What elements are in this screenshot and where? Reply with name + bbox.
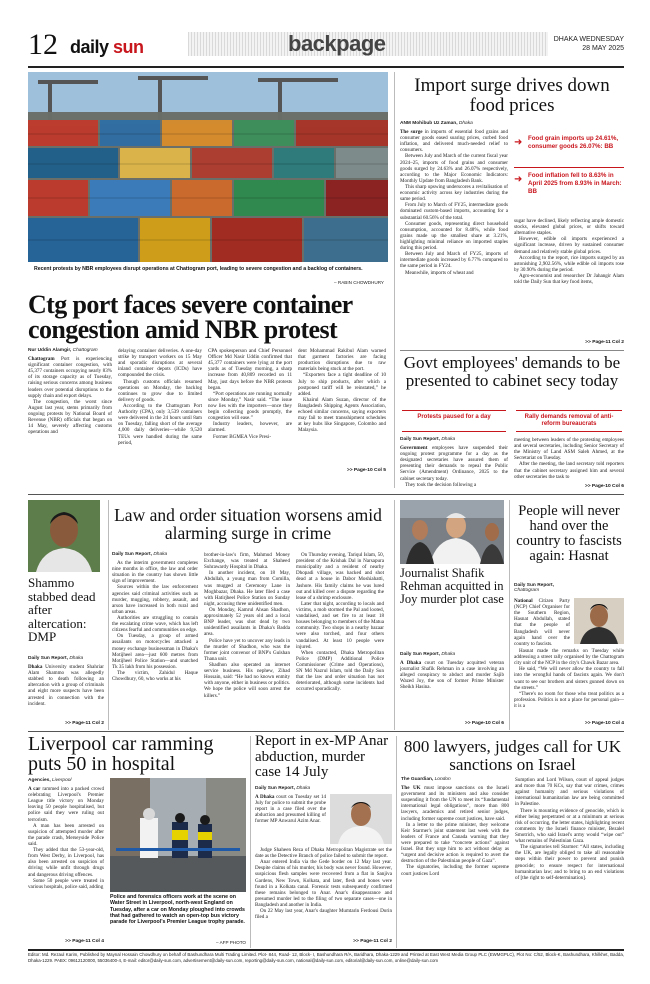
uk-dateline: London bbox=[434, 777, 451, 782]
hasnat-c1d: “There's no room for those who treat politics as a profession. Politics is not a place for personal gain—it is a bbox=[514, 690, 624, 709]
liverpool-c1b: A man has been arrested on suspicion of attempted murder after the parade crash, Merseyside Police said. bbox=[28, 822, 104, 847]
law-dateline: Dhaka bbox=[153, 552, 168, 557]
govt-c1: employees have suspended their ongoing protest programme for a day as the designated secretaries have assured them of presenting their demands to repeal the Public Service (Amendment) Ordinance, 2025 to the cabinet secretary today. bbox=[400, 445, 508, 482]
law-headline: Law and order situation worsens amid alarming surge in crime bbox=[114, 505, 382, 543]
port-c3: CPA spokesperson and Chief Personnel Officer Md Nasir Uddin confirmed that 45,377 containers were lying at the port yards as of Tuesday morning, a sharp increase from 40,809 recorded on 11 May, just days before the NBR protests began. bbox=[208, 348, 292, 391]
hasnat-c1c: He said, “We will never allow the country to fall into the wrongful hands of fascists again. We don't want to see our brothers and sisters gunned down on the streets.” bbox=[514, 666, 624, 691]
brand-sun: sun bbox=[113, 37, 144, 57]
liverpool-lead: A car bbox=[28, 786, 41, 792]
hasnat-col-a bbox=[514, 598, 570, 648]
imports-lead: The surge bbox=[400, 129, 423, 135]
uk-c1b: In a letter to the prime minister, they welcome Keir Starmer's joint statement last week with the leaders of France and Canada warning that they were prepared to take “concrete actions” against Israel. But they urge him to act without delay as “urgent and decisive action is required to avert the destruction of the Palestinian people of Gaza”. bbox=[401, 821, 509, 865]
column-divider-journalist bbox=[509, 500, 510, 730]
liverpool-byline bbox=[28, 778, 108, 783]
law-c3b: Later that night, according to locals and victims, a mob stormed the Pal and looted, vandalised, and set fire to at least 18 houses belonging to members of the Matua community. Two shops in a nearby bazaar were also torched, and four others vandalised. At least 10 people were injured. bbox=[296, 600, 384, 650]
uk-c2b: There is mounting evidence of genocide, which is either being perpetrated or at a minimum at serious risk of occurring, the letter states, highlighting recent comments by the Israeli finance minister, Bezalel Smotrich, who said Israel's army would “wipe out” what remains of Palestinian Gaza. bbox=[515, 807, 624, 845]
shammo-col bbox=[28, 664, 104, 720]
shammo-photo bbox=[28, 500, 100, 572]
uk-c1c: The signatories, including the former supreme court justices Lord bbox=[401, 864, 509, 877]
arrow-right-icon: ➜ bbox=[514, 174, 523, 185]
port-headline: Ctg port faces severe container congestion amid NBR protest bbox=[28, 290, 353, 344]
port-c2: delaying container deliveries. A one-day strike by transport workers on 15 May and sporadic disruptions at several inland container depots (ICDs) have compounded the crisis. bbox=[118, 348, 202, 379]
imports-c1g: Meanwhile, imports of wheat and bbox=[405, 269, 474, 276]
law-c1c: Authorities are struggling to contain the escalating crime wave, which has left citizens fearful and communities on edge. bbox=[112, 614, 198, 634]
port-byline bbox=[28, 348, 118, 353]
imports-rule bbox=[400, 350, 624, 351]
law-c2: brother-in-law's firm, Mahmud Money Exchange, was treated at Shaheed Suhrawardy Hospital in Dhaka. bbox=[204, 552, 290, 571]
govt-continued: >> Page-10 Col 6 bbox=[584, 484, 624, 489]
imports-c2b: However, edible oil imports experienced a significant increase, driven by sustained consumer demand and relatively stable global prices. bbox=[514, 236, 624, 255]
port-c3c: Industry leaders, however, are alarmed. bbox=[208, 421, 292, 434]
dateline-date: 28 MAY 2025 bbox=[582, 45, 624, 52]
hasnat-continued: >> Page-10 Col 4 bbox=[584, 721, 624, 726]
hasnat-c1: Citizen Party (NCP) Chief Organiser for the Southern Region, Hasnat Abdullah, stated that the people of Bangladesh will never again hand over the country to fascists. bbox=[514, 598, 570, 647]
uk-headline: 800 lawyers, judges call for UK sanctions on Israel bbox=[403, 737, 622, 774]
law-c3: On Thursday evening, Tariqul Islam, 50, president of the Krishak Dal in Narsapura municipality and a resident of nearby Dhopadi village, was hacked and shot dead at a house in Dabor Moshiahatti, Jashore. His family claims he was lured out and killed over a dispute regarding the lease of a shrimp enclosure. bbox=[296, 552, 384, 601]
brand-logo bbox=[70, 37, 144, 58]
port-c1: Port is experiencing significant container congestion, with 45,377 containers occupying nearly 83% of its storage capacity as of Tuesday, raising serious concerns among business leaders over potential disruptions to the supply chain and export delays. bbox=[28, 356, 112, 399]
anar-c1c: Anar entered India via the Gede border on 12 May last year. Despite claims of his murder, his body was never found. However, suspicious flesh samples were recovered from a flat in Sanjiva Gardens, New Town, Kolkata, and later, flesh and bones were found in a Kolkata canal. Forensic tests subsequently confirmed these remains belonged to Anar. Anar's disappearance and presumed murder led to the filing of two separate cases—one in Bangladesh and another in India. bbox=[255, 859, 392, 908]
imports-c1: in imports of essential food grains and consumer goods eased soaring prices, curbed food inflation, and delivered much-needed relief to consumers. bbox=[400, 129, 508, 154]
port-continued: >> Page-10 Col 5 bbox=[346, 468, 386, 473]
anar-headline: Report in ex-MP Anar abduction, murder case 14 July bbox=[255, 733, 389, 780]
page-number: 12 bbox=[28, 28, 58, 61]
footer-rule bbox=[28, 949, 624, 951]
column-divider-main bbox=[394, 72, 395, 488]
hasnat-dateline: Chattogram bbox=[514, 588, 540, 593]
imports-byline-name: ANM Mohibub Uz Zaman, bbox=[400, 121, 458, 126]
liverpool-photo-credit: – AFP PHOTO bbox=[216, 940, 246, 945]
port-c3b: “Port operations are running normally since Monday,” Nasir said. “The issue now lies with the importers—once they begin collecting goods promptly, the congestion will ease.” bbox=[208, 390, 292, 422]
imports-col-2 bbox=[514, 218, 624, 340]
portrait-image bbox=[28, 500, 100, 572]
govt-col-1 bbox=[400, 445, 508, 491]
shammo-headline: Shammo stabbed dead after altercation: DMP bbox=[28, 575, 96, 644]
govt-c1b: They took the decision following a bbox=[405, 481, 477, 488]
law-byline bbox=[112, 552, 202, 557]
govt-headline: Govt employees' demands to be presented to cabinet secy today bbox=[403, 353, 621, 390]
port-c4b: “Exporters face a tight deadline of 10 July to ship products, after which a postponed tariff will be reinstated,” he added. bbox=[298, 372, 386, 397]
port-c4: dent Mohammad Rakibul Alam warned that garment factories are facing production disruptions due to raw materials being stuck at the port. bbox=[298, 348, 386, 373]
anar-c1d: On 22 May last year, Anar's daughter Mumtarin Ferdousi Dorin filed a bbox=[255, 908, 392, 921]
shammo-lead: Dhaka bbox=[28, 664, 43, 670]
shammo-dateline: Dhaka bbox=[69, 656, 84, 661]
uk-c2: Sumption and Lord Wilson, court of appeal judges and more than 70 KCs, say that war crimes, crimes against humanity and serious violations of international humanitarian law are being committed in Palestine. bbox=[515, 777, 624, 808]
column-divider-shammo bbox=[108, 500, 109, 730]
anar-c1b: Judge Shaheen Reza of Dhaka Metropolitan Magistrate set the date as the Detective Branch of police failed to submit the report. bbox=[255, 847, 392, 860]
portrait-image bbox=[574, 598, 624, 644]
section-rule-2 bbox=[28, 731, 624, 732]
imports-c1c: This sharp upswing underscores a revitalisation of economic activity across key industries during the same period. bbox=[400, 183, 508, 203]
hasnat-photo bbox=[574, 598, 624, 644]
section-rule-1 bbox=[28, 494, 624, 495]
hasnat-lead: National bbox=[514, 598, 533, 604]
imports-c1b: Between July and March of the current fiscal year 2024–25, imports of food grains and consumer goods surged by 24.63% and 26.07% respectively, according to the Major Economic Indicators: Monthly Update from Bangladesh Bank. bbox=[400, 153, 508, 184]
uk-col-2 bbox=[515, 777, 624, 945]
section-title: backpage bbox=[288, 31, 386, 56]
law-col-2 bbox=[204, 552, 290, 730]
port-photo-credit: – RABIN CHOWDHURY bbox=[334, 280, 384, 285]
imports-c1e: Consumer goods, representing direct household consumption, accounted for 8.48%, while food grains made up the smallest share at 3.21%, highlighting minimal reliance on imported staples during this period. bbox=[400, 220, 508, 252]
port-c3d: Former BGMEA Vice Presi- bbox=[213, 433, 272, 440]
journalist-c1: court on Tuesday acquitted veteran journalist Shafik Rehman in a case involving an alleged conspiracy to abduct and murder Sajib Wazed Joy, the son of former Prime Minister Sheikh Hasina. bbox=[400, 660, 504, 691]
footer-imprint: Editor: Md. Rezaul Karim, Published by Maynal Hossain Chowdhury on behalf of Bashundhara Multi Trading Limited. Plot- 844, Road- 12, Block- I, Bashundhara R/A, Baridhara, Dhaka-1229 and Printed at East West Media Group PLC (EWMGPLC), Plot No: C/52, Block-K, Bashundhara, Khilkhet, Badda, Dhaka-1229. PABX: 09612120000, 55036400-4, E-mail: editor@daily-sun.com, advertisement@daily-sun.com, reporting@daily-sun.com, national@daily-sun.com, editorial@daily-sun.com, online@daily-sun.com bbox=[28, 952, 624, 963]
anar-col-a bbox=[255, 794, 326, 846]
journalist-dateline: Dhaka bbox=[441, 652, 456, 657]
masthead-rule bbox=[28, 66, 624, 68]
govt-tag-2 bbox=[516, 410, 622, 432]
govt-lead: Government bbox=[400, 445, 428, 451]
imports-c1d: From July to March of FY25, intermediate goods dominated custom-based imports, accounting for a substantial 60.56% of the total. bbox=[400, 202, 508, 221]
imports-box-1-text: Food grain imports up 24.61%, consumer goods 26.07%: BB bbox=[528, 135, 619, 150]
imports-box-divider bbox=[514, 167, 624, 168]
court-photo-image bbox=[400, 500, 504, 564]
journalist-byline bbox=[400, 652, 504, 657]
imports-col-1 bbox=[400, 129, 508, 347]
anar-lead: A Dhaka bbox=[255, 794, 275, 800]
port-photo bbox=[28, 72, 388, 262]
portrait-image bbox=[330, 794, 392, 844]
liverpool-headline: Liverpool car ramming puts 50 in hospital bbox=[28, 733, 214, 775]
law-byline-name: Daily Sun Report, bbox=[112, 552, 152, 557]
brand-daily: daily bbox=[70, 37, 109, 57]
law-c2c: On Monday, Kamrul Ahsan Shadhon, approximately 52 years old and a local BNP leader, was shot dead by two unidentified assailants in Dhaka's Badda area. bbox=[204, 606, 290, 638]
dateline-day: DHAKA WEDNESDAY bbox=[553, 36, 624, 43]
liverpool-dateline: Liverpool bbox=[52, 778, 72, 783]
imports-highlight-1 bbox=[514, 133, 624, 165]
imports-c2: sugar have declined, likely reflecting ample domestic stocks, elevated global prices, or shifts toward alternative staples. bbox=[514, 218, 624, 237]
anar-c1: court on Tuesday set 14 July for police to submit the probe report in a case filed over the abduction and presumed killing of former MP Anwarul Azim Anar. bbox=[255, 794, 326, 825]
hasnat-c1b: Hasnat made the remarks on Tuesday while addressing a street rally organised by the Chattogram city unit of the NCP in the city's Chawk Bazar area. bbox=[514, 648, 624, 667]
shammo-continued: >> Page-11 Col 2 bbox=[65, 721, 104, 726]
imports-box-2-text: Food inflation fell to 8.63% in April 2025 from 8.93% in March: BB bbox=[528, 172, 622, 195]
anar-continued: >> Page-11 Col 2 bbox=[353, 939, 392, 944]
port-col-1 bbox=[28, 356, 112, 476]
law-c1e: The victim, Zahidul Haque Chowdhury, 60, who works at his bbox=[112, 669, 198, 683]
govt-dateline: Dhaka bbox=[441, 437, 456, 442]
column-divider-law bbox=[394, 500, 395, 730]
liverpool-photo-caption bbox=[110, 894, 246, 926]
port-c2b: Though customs officials resumed operations on Monday, the backlog continues to grow due to limited delivery of goods. bbox=[118, 378, 202, 403]
port-col-2 bbox=[118, 348, 202, 476]
hasnat-byline bbox=[514, 583, 624, 593]
law-col-1 bbox=[112, 560, 198, 730]
arrow-right-icon: ➜ bbox=[514, 137, 523, 148]
law-c1b: Sources within the law enforcement agencies said criminal activities such as murder, mugging, robbery, assault, and arson have increased in both rural and urban areas. bbox=[112, 584, 198, 615]
journalist-col bbox=[400, 660, 504, 720]
imports-headline: Import surge drives down food prices bbox=[414, 75, 610, 116]
port-c2c: According to the Chattogram Port Authority (CPA), only 3,539 containers were delivered in the 24 hours until 8am on Tuesday, falling short of the average 4,000 daily deliveries—while 9,520 TEUs were handled during the same period, bbox=[118, 402, 202, 446]
anar-col-b bbox=[255, 847, 392, 939]
anar-dateline: Dhaka bbox=[296, 786, 311, 791]
port-dateline: Chattogram bbox=[72, 348, 98, 353]
imports-highlight-2 bbox=[514, 170, 624, 214]
uk-c2c: The signatories tell Starmer: “All states, including the UK, are legally obliged to take all reasonable steps within their power to prevent and punish genocide; to ensure respect for international humanitarian law; and to bring to an end violations of [the right to self-determination]. bbox=[515, 844, 624, 881]
imports-c2c: According to the report, rice imports surged by an astonishing 2,902.56%, while edible oil imports rose by 30.90% during the period. bbox=[514, 254, 624, 273]
liverpool-col bbox=[28, 786, 104, 938]
port-c1b: The congestion, the worst since August last year, stems primarily from ongoing protests by National Board of Revenue (NBR) officials that began on 14 May, severely affecting customs operations and bbox=[28, 398, 112, 436]
shammo-byline-name: Daily Sun Report, bbox=[28, 656, 68, 661]
anar-byline-name: Daily Sun Report, bbox=[255, 786, 295, 791]
column-divider-anar bbox=[396, 736, 397, 948]
law-col-3 bbox=[296, 552, 384, 730]
liverpool-continued: >> Page-11 Col 4 bbox=[65, 939, 104, 944]
imports-dateline: Dhaka bbox=[458, 121, 473, 126]
section-banner bbox=[188, 32, 548, 56]
law-c2e: Shadhon also operated an internet service business. His nephew, Zihad Hossain, said: “He had no known enmity with anyone, either in business or politics. We hope the police will soon arrest the killers.” bbox=[204, 661, 290, 699]
port-byline-name: Nur Uddin Alamgir, bbox=[28, 348, 72, 353]
govt-tag-2-text: Rally demands removal of anti-reform bureaucrats bbox=[524, 414, 614, 428]
liverpool-caption-text: Police and forensics officers work at the scene on Water Street in Liverpool, north-west England on Tuesday, after a car on Monday ploughed into crowds that had gathered to watch an open-top bus victory parade for Liverpool's Premier League trophy parade. bbox=[110, 894, 245, 926]
hasnat-byline-name: Daily Sun Report, bbox=[514, 583, 554, 588]
port-lead: Chattogram bbox=[28, 356, 55, 362]
uk-col-1 bbox=[401, 785, 509, 945]
govt-c2: meeting between leaders of the protesting employees and several secretaries, including Senior Secretary of the Ministry of Land ASM Saleh Ahmed, at the Secretariat on Tuesday. bbox=[514, 437, 624, 462]
journalist-headline: Journalist Shafik Rehman acquitted in Joy murder plot case bbox=[400, 566, 504, 606]
govt-tag-1-text: Protests paused for a day bbox=[417, 414, 491, 420]
govt-c2b: After the meeting, the land secretary told reporters that the cabinet secretary assigned him and several other secretaries the task to bbox=[514, 461, 624, 480]
port-caption-text: Recent protests by NBR employees disrupt operations at Chattogram port, leading to severe congestion and a backlog of containers. bbox=[34, 266, 363, 272]
liverpool-c1: rammed into a packed crowd celebrating Liverpool's Premier League title victory on Monday leaving 50 people hospitalised, but police said they were ruling out terrorism. bbox=[28, 786, 104, 823]
imports-c1f: Between July and March of FY25, imports of intermediate goods increased by 6.77% compared to the same period in FY24. bbox=[400, 251, 508, 270]
anar-photo bbox=[330, 794, 392, 844]
port-col-4 bbox=[298, 348, 386, 468]
masthead bbox=[28, 28, 624, 64]
journalist-photo bbox=[400, 500, 504, 564]
shammo-c1: University student Shahriar Alam Shammo was allegedly stabbed to death following an altercation with a group of criminals and eight more suspects have been arrested in connection with the incident. bbox=[28, 664, 104, 707]
govt-byline-name: Daily Sun Report, bbox=[400, 437, 440, 442]
liverpool-byline-name: Agencies, bbox=[28, 778, 51, 783]
uk-byline bbox=[401, 777, 501, 782]
law-c1d: On Tuesday, a group of armed assailants on motorcycles attacked a money exchange businessman in Dhaka's Motijheel area—just 600 metres from Motijheel Police Station—and snatched Tk 35 lakh from his possession. bbox=[112, 633, 198, 670]
govt-tag-1 bbox=[402, 410, 506, 432]
hasnat-headline: People will never hand over the country to fascists again: Hasnat bbox=[516, 503, 622, 564]
shammo-byline bbox=[28, 656, 104, 661]
law-c2d: Police have yet to uncover any leads in the murder of Shadhon, who was the former joint convenor of BNP's Gulshan Thana unit. bbox=[204, 637, 290, 662]
imports-continued: >> Page-11 Col 2 bbox=[585, 340, 624, 345]
law-c2b: In another incident, on 18 May, Abdullah, a young man from Comilla, was mugged at Ceremony Lane in Moghbazar, Dhaka. He later filed a case with Hatirjheel Police Station on Sunday night, accusing three unidentified men. bbox=[204, 570, 290, 607]
imports-byline bbox=[400, 121, 550, 126]
container-yard-image bbox=[28, 72, 388, 262]
law-c1: As the interim government completes nine months in office, the law and order situation in the country has shown little sign of improvement. bbox=[112, 560, 198, 585]
anar-byline bbox=[255, 786, 355, 791]
port-photo-caption bbox=[34, 266, 384, 272]
journalist-lead: A Dhaka bbox=[400, 660, 422, 666]
crash-scene-image bbox=[110, 778, 246, 892]
liverpool-c1c: They added that the 53-year-old, from West Derby, in Liverpool, has also been arrested on suspicion of driving while unfit through drugs and dangerous driving offences. bbox=[28, 847, 104, 878]
law-c3c: When contacted, Dhaka Metropolitan Police (DMP) Additional Police Commissioner (Crime and Operations), SN Md Nazrul Islam, told the Daily Sun that the law and order situation has not deteriorated, although some incidents had occurred sporadically. bbox=[296, 649, 384, 693]
govt-col-2 bbox=[514, 437, 624, 483]
uk-c1: must impose sanctions on the Israeli government and its ministers and also consider suspending it from the UN to meet its “fundamental international legal obligations”, more than 800 lawyers, academics and retired senior judges, including former supreme court justices, have said. bbox=[401, 785, 509, 822]
liverpool-c1d: Some 50 people were treated in various hospitals, police said, adding bbox=[28, 877, 104, 890]
liverpool-photo bbox=[110, 778, 246, 892]
uk-lead: The UK bbox=[401, 785, 421, 791]
journalist-byline-name: Daily Sun Report, bbox=[400, 652, 440, 657]
journalist-continued: >> Page-10 Col 6 bbox=[464, 721, 504, 726]
hasnat-col-b bbox=[514, 648, 624, 720]
port-c4c: Khairul Alam Suzan, director of the Bangladesh Shipping Agents Association, echoed similar concerns, saying exporters may fail to meet transshipment schedules at key hubs like Singapore, Colombo and Malaysia. bbox=[298, 396, 386, 434]
imports-c2d: Agro-economist and researcher Dr Jahangir Alam told the Daily Sun that key food items, bbox=[514, 272, 624, 286]
govt-byline bbox=[400, 437, 500, 442]
uk-byline-name: The Guardian, bbox=[401, 777, 434, 782]
column-divider-liverpool bbox=[250, 736, 251, 948]
port-col-3 bbox=[208, 348, 292, 476]
